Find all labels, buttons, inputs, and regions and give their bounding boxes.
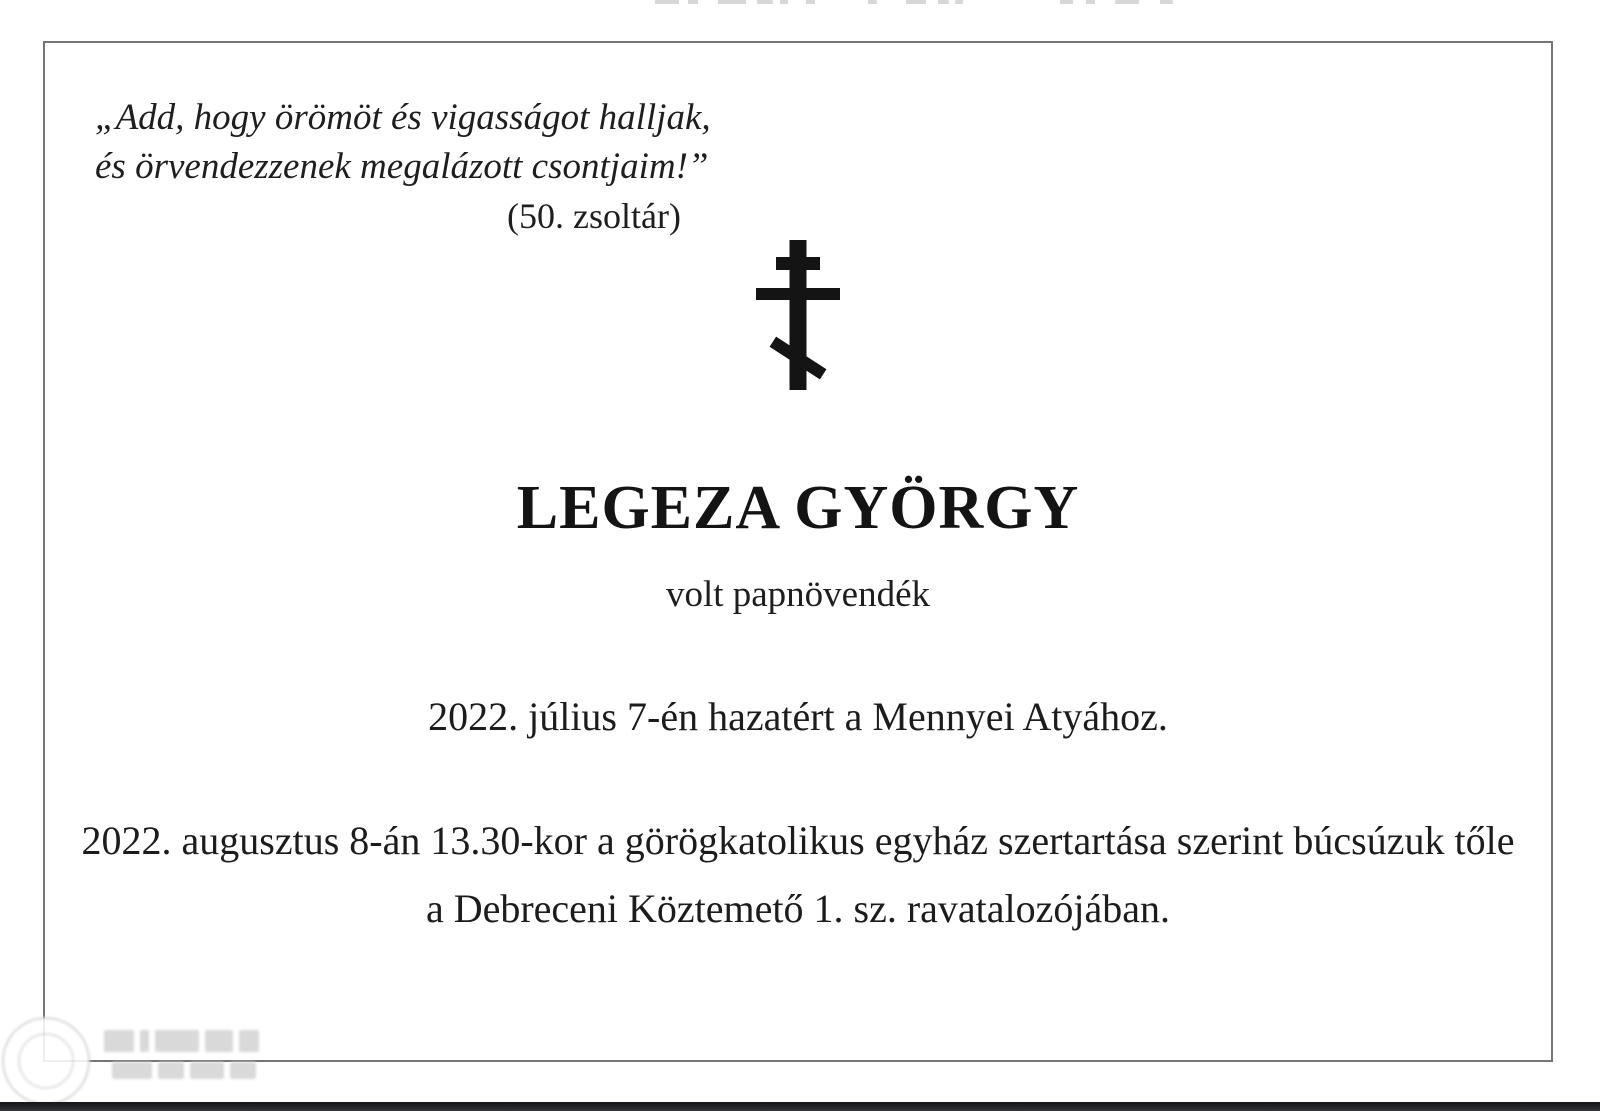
text-fragment: [688, 0, 698, 4]
text-fragment: [955, 0, 963, 4]
orthodox-cross-icon: [756, 240, 840, 390]
text-fragment: [906, 0, 926, 4]
deceased-name: LEGEZA GYÖRGY: [516, 474, 1080, 542]
bottom-edge-bar: [0, 1102, 1600, 1111]
text-fragment: [938, 0, 949, 4]
text-fragment: [868, 0, 877, 4]
text-fragment: [757, 0, 773, 4]
deceased-title: volt papnövendék: [665, 574, 931, 615]
watermark-logo: [0, 1005, 340, 1111]
psalm-quote: [95, 93, 711, 191]
watermark-text-blur: [190, 1062, 224, 1079]
funeral-details-line2: a Debreceni Köztemető 1. sz. ravatalozójában.: [425, 886, 1171, 931]
obituary-card: [43, 41, 1553, 1062]
watermark-text-blur: [239, 1030, 259, 1052]
text-fragment: [1115, 0, 1139, 4]
text-fragment: [655, 0, 679, 4]
watermark-text-blur: [104, 1030, 134, 1052]
watermark-text-blur: [155, 1030, 199, 1052]
text-fragment: [1060, 0, 1073, 4]
death-announcement: 2022. július 7-én hazatért a Mennyei Atyához.: [428, 694, 1168, 739]
text-fragment: [806, 0, 815, 4]
psalm-quote-line1: „Add, hogy örömöt és vigasságot halljak,: [95, 97, 711, 138]
watermark-text-blur: [140, 1030, 149, 1052]
text-fragment: [718, 0, 746, 4]
psalm-quote-line2: és örvendezzenek megalázott csontjaim!”: [95, 146, 709, 187]
funeral-details-line1: 2022. augusztus 8-án 13.30-kor a görögkatolikus egyház szertartása szerint búcsúzuk tőle: [81, 818, 1515, 863]
watermark-text-blur: [230, 1062, 256, 1079]
text-fragment: [780, 0, 788, 4]
text-fragment: [1160, 0, 1173, 4]
watermark-text-blur: [205, 1030, 233, 1052]
psalm-attribution: (50. zsoltár): [507, 196, 681, 236]
watermark-text-blur: [158, 1062, 184, 1079]
watermark-text-blur: [112, 1062, 152, 1079]
watermark-circle-inner: [18, 1033, 74, 1089]
text-fragment: [1086, 0, 1095, 4]
